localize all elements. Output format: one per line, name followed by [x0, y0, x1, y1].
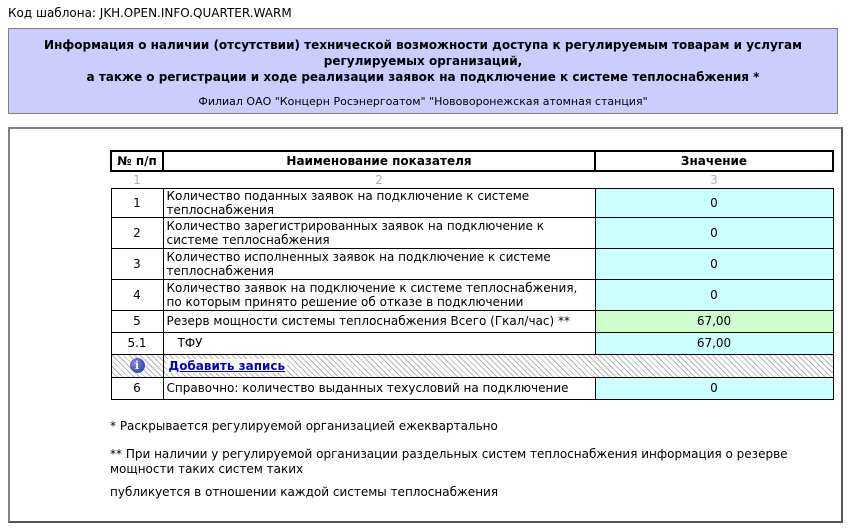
footnote-2: ** При наличии у регулируемой организации раздельных систем теплоснабжения информация о резерве мощности таких систем таких [110, 447, 788, 476]
report-title-line2: а также о регистрации и ходе реализации заявок на подключение к системе теплоснабжения * [86, 70, 760, 84]
row-name: Справочно: количество выданных техусловий на подключение [163, 377, 595, 399]
table-row [111, 248, 833, 279]
table-row [111, 332, 833, 354]
main-panel [8, 127, 843, 523]
table-row [111, 188, 833, 217]
add-record-cell [163, 354, 833, 377]
column-numbers-row [111, 171, 833, 188]
row-name: Количество исполненных заявок на подключение к системе теплоснабжения [163, 248, 595, 279]
add-record-icon-cell [111, 354, 163, 377]
add-record-row [111, 354, 833, 377]
row-number: 5.1 [111, 332, 163, 354]
report-title-line1: Информация о наличии (отсутствии) технической возможности доступа к регулируемым товарам и услугам регулируемых организаций, [44, 38, 802, 68]
info-icon: i [130, 358, 145, 373]
add-record-link[interactable]: Добавить запись [168, 358, 286, 373]
column-number-2: 2 [375, 172, 383, 187]
table-row [111, 310, 833, 332]
table-row [111, 279, 833, 310]
row-name: Резерв мощности системы теплоснабжения Всего (Гкал/час) ** [163, 310, 595, 332]
row-number: 2 [111, 217, 163, 248]
row-value[interactable]: 0 [595, 217, 833, 248]
report-title [9, 37, 837, 85]
row-value[interactable]: 67,00 [595, 332, 833, 354]
row-number: 3 [111, 248, 163, 279]
row-value[interactable]: 0 [595, 279, 833, 310]
footnote-1: * Раскрывается регулируемой организацией ежеквартально [110, 419, 498, 433]
footnote-3: публикуется в отношении каждой системы теплоснабжения [110, 485, 499, 499]
row-number: 1 [111, 188, 163, 217]
table-row [111, 217, 833, 248]
row-name: Количество поданных заявок на подключение к системе теплоснабжения [163, 188, 595, 217]
row-name: ТФУ [163, 332, 595, 354]
row-value[interactable]: 0 [595, 248, 833, 279]
column-header-number: № п/п [111, 151, 163, 171]
template-code: Код шаблона: JKH.OPEN.INFO.QUARTER.WARM [8, 6, 292, 20]
report-header [8, 28, 838, 114]
row-name: Количество зарегистрированных заявок на подключение к системе теплоснабжения [163, 217, 595, 248]
row-name: Количество заявок на подключение к системе теплоснабжения, по которым принято решение об отказе в подключении [163, 279, 595, 310]
column-header-value: Значение [595, 151, 833, 171]
row-value[interactable]: 0 [595, 377, 833, 399]
indicators-table [110, 150, 834, 400]
table-row [111, 377, 833, 399]
row-number: 4 [111, 279, 163, 310]
row-value[interactable]: 67,00 [595, 310, 833, 332]
row-value[interactable]: 0 [595, 188, 833, 217]
organization-name: Филиал ОАО "Концерн Росэнергоатом" "Нововоронежская атомная станция" [198, 95, 648, 108]
table-header-row [111, 151, 833, 171]
row-number: 5 [111, 310, 163, 332]
column-number-3: 3 [710, 172, 718, 187]
column-header-name: Наименование показателя [163, 151, 595, 171]
column-number-1: 1 [133, 172, 141, 187]
row-number: 6 [111, 377, 163, 399]
